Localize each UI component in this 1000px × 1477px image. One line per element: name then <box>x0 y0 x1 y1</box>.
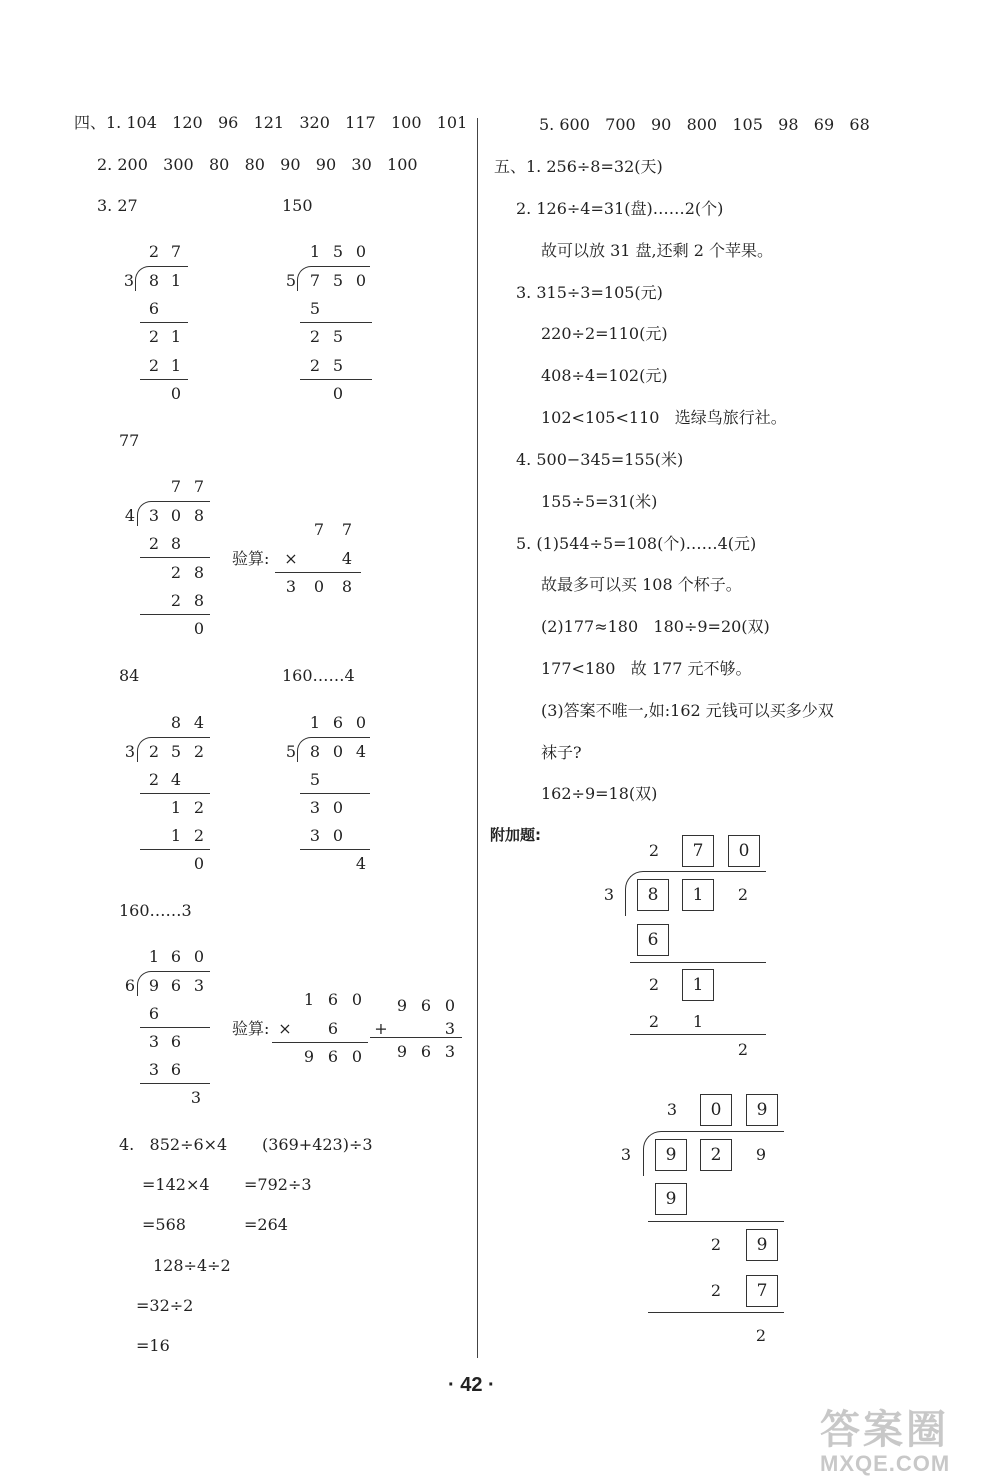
step-digit: 6 <box>148 299 160 318</box>
rule <box>140 322 188 323</box>
remainder: 0 <box>193 619 205 638</box>
watermark-logo <box>820 1398 950 1477</box>
step-digit: 2 <box>648 975 660 994</box>
s5-q5-b: 故最多可以买 108 个杯子。 <box>541 575 742 594</box>
s5-q5-d: 177<180 故 177 元不够。 <box>541 659 752 678</box>
rule <box>370 1037 462 1038</box>
dividend-digit: 8 <box>193 506 205 525</box>
answer-160r3: 160……3 <box>119 901 192 920</box>
step-digit: 5 <box>309 770 321 789</box>
remainder: 2 <box>737 1040 749 1059</box>
rule <box>648 1221 784 1222</box>
answer-box: 9 <box>746 1094 778 1126</box>
step-digit: 1 <box>170 356 182 375</box>
s5-q5-g: 162÷9=18(双) <box>541 784 658 803</box>
step-digit: 2 <box>148 770 160 789</box>
verify-digit: 3 <box>444 1042 456 1061</box>
rule <box>630 962 766 963</box>
verify-digit: 9 <box>396 996 408 1015</box>
times-sign: × <box>284 549 298 568</box>
q4-line2-b: =792÷3 <box>244 1175 312 1194</box>
rule <box>300 849 370 850</box>
s4-q3-label: 3. 27 <box>97 196 138 215</box>
quotient-digit: 0 <box>193 947 205 966</box>
rule <box>300 793 370 794</box>
answer-box: 9 <box>655 1183 687 1215</box>
quotient-digit: 7 <box>193 477 205 496</box>
answer-box: 6 <box>637 924 669 956</box>
verify-digit: 0 <box>444 996 456 1015</box>
step-digit: 5 <box>332 327 344 346</box>
step-digit: 8 <box>193 563 205 582</box>
answer-box: 0 <box>728 835 760 867</box>
q5-answers: 5. 600 700 90 800 105 98 69 68 <box>539 115 870 134</box>
rule <box>140 849 210 850</box>
q4-line1-a: 4. 852÷6×4 <box>119 1135 228 1154</box>
divisor: 3 <box>620 1145 632 1164</box>
rule <box>272 1042 368 1043</box>
times-sign: × <box>278 1019 292 1038</box>
dividend-digit: 7 <box>309 271 321 290</box>
step-digit: 2 <box>710 1235 722 1254</box>
verify-digit: 6 <box>327 1047 339 1066</box>
quotient-digit: 4 <box>193 713 205 732</box>
q4-line2-a: =142×4 <box>142 1175 210 1194</box>
answer-box: 9 <box>746 1229 778 1261</box>
step-digit: 2 <box>309 327 321 346</box>
dividend-digit: 0 <box>332 742 344 761</box>
step-digit: 6 <box>170 1060 182 1079</box>
s5-q5: 5. (1)544÷5=108(个)……4(元) <box>516 534 757 553</box>
dividend-digit: 8 <box>148 271 160 290</box>
divisor: 5 <box>285 271 297 290</box>
q4-line5: =32÷2 <box>136 1296 194 1315</box>
verify-digit: 6 <box>327 1019 339 1038</box>
remainder: 3 <box>190 1088 202 1107</box>
verify-digit: 6 <box>420 1042 432 1061</box>
column-divider <box>477 118 478 1358</box>
answer-box: 1 <box>682 879 714 911</box>
step-digit: 2 <box>193 826 205 845</box>
quotient-digit: 1 <box>309 713 321 732</box>
s5-q5-f: 袜子? <box>541 743 582 762</box>
rule <box>140 1027 210 1028</box>
step-digit: 8 <box>170 534 182 553</box>
quotient-digit: 0 <box>355 713 367 732</box>
step-digit: 3 <box>309 826 321 845</box>
rule <box>630 1034 766 1035</box>
rule <box>140 1083 210 1084</box>
s4-q1: 四、1. 104 120 96 121 320 117 100 101 <box>74 113 468 132</box>
quotient-digit: 8 <box>170 713 182 732</box>
step-digit: 3 <box>309 798 321 817</box>
s5-q2: 2. 126÷4=31(盘)……2(个) <box>516 199 724 218</box>
verify-digit: 6 <box>420 996 432 1015</box>
divisor: 5 <box>285 742 297 761</box>
divisor: 4 <box>124 506 136 525</box>
verify-digit: 0 <box>351 1047 363 1066</box>
step-digit: 5 <box>309 299 321 318</box>
remainder: 0 <box>193 854 205 873</box>
s5-q3-c: 408÷4=102(元) <box>541 366 668 385</box>
q4-line3-b: =264 <box>244 1215 288 1234</box>
dividend-digit: 0 <box>355 271 367 290</box>
step-digit: 1 <box>692 1012 704 1031</box>
divisor: 6 <box>124 976 136 995</box>
dividend-digit: 4 <box>355 742 367 761</box>
answer-box: 1 <box>682 969 714 1001</box>
quotient-digit: 7 <box>170 477 182 496</box>
quotient-digit: 7 <box>170 242 182 261</box>
verify-digit: 0 <box>313 577 325 596</box>
divisor: 3 <box>124 742 136 761</box>
rule <box>140 379 188 380</box>
step-digit: 0 <box>332 798 344 817</box>
step-digit: 6 <box>148 1004 160 1023</box>
answer-84: 84 <box>119 666 140 685</box>
quotient-digit: 6 <box>332 713 344 732</box>
answer-160r4: 160……4 <box>282 666 355 685</box>
step-digit: 6 <box>170 1032 182 1051</box>
answer-box: 8 <box>637 879 669 911</box>
step-digit: 1 <box>170 798 182 817</box>
remainder: 0 <box>332 384 344 403</box>
step-digit: 3 <box>148 1060 160 1079</box>
s5-q4: 4. 500−345=155(米) <box>516 450 684 469</box>
s5-q3-d: 102<105<110 选绿鸟旅行社。 <box>541 408 787 427</box>
quotient-digit: 5 <box>332 242 344 261</box>
answer-box: 7 <box>746 1275 778 1307</box>
dividend-digit: 1 <box>170 271 182 290</box>
quotient-digit: 1 <box>309 242 321 261</box>
dividend-digit: 6 <box>170 976 182 995</box>
verify-digit: 9 <box>396 1042 408 1061</box>
step-digit: 2 <box>710 1281 722 1300</box>
rule <box>300 379 372 380</box>
verify-digit: 3 <box>285 577 297 596</box>
answer-box: 7 <box>682 835 714 867</box>
verify-digit: 4 <box>341 549 353 568</box>
answer-box: 0 <box>700 1094 732 1126</box>
quotient-digit: 1 <box>148 947 160 966</box>
s4-q2: 2. 200 300 80 80 90 90 30 100 <box>97 155 418 174</box>
verify-digit: 6 <box>327 990 339 1009</box>
dividend-digit: 2 <box>148 742 160 761</box>
divisor: 3 <box>123 271 135 290</box>
step-digit: 3 <box>148 1032 160 1051</box>
s5-q2-answer: 故可以放 31 盘,还剩 2 个苹果。 <box>541 241 773 260</box>
remainder: 2 <box>755 1326 767 1345</box>
step-digit: 4 <box>170 770 182 789</box>
verify-digit: 8 <box>341 577 353 596</box>
verify-digit: 0 <box>351 990 363 1009</box>
dividend-digit: 3 <box>148 506 160 525</box>
step-digit: 2 <box>148 327 160 346</box>
rule <box>140 557 210 558</box>
dividend-digit: 5 <box>332 271 344 290</box>
quotient-digit: 6 <box>170 947 182 966</box>
s5-q5-e: (3)答案不唯一,如:162 元钱可以买多少双 <box>541 701 834 720</box>
dividend-digit: 0 <box>170 506 182 525</box>
quotient-digit: 2 <box>148 242 160 261</box>
verify-digit: 1 <box>303 990 315 1009</box>
q4-line3-a: =568 <box>142 1215 186 1234</box>
step-digit: 2 <box>170 563 182 582</box>
answer-box: 9 <box>655 1139 687 1171</box>
q4-line1-b: (369+423)÷3 <box>262 1135 373 1154</box>
q4-line6: =16 <box>136 1336 170 1355</box>
verify-label: 验算: <box>232 549 270 568</box>
watermark-url: MXQE.COM <box>820 1451 951 1476</box>
dividend-digit: 3 <box>193 976 205 995</box>
rule <box>275 572 361 573</box>
step-digit: 2 <box>193 798 205 817</box>
verify-digit: 9 <box>303 1047 315 1066</box>
page-number: · 42 · <box>448 1374 495 1396</box>
dividend-digit: 2 <box>193 742 205 761</box>
dividend-digit: 9 <box>148 976 160 995</box>
divisor: 3 <box>603 885 615 904</box>
rule <box>140 614 210 615</box>
s5-q4-b: 155÷5=31(米) <box>541 492 658 511</box>
verify-digit: 7 <box>313 520 325 539</box>
step-digit: 1 <box>170 327 182 346</box>
q4-line4: 128÷4÷2 <box>153 1256 231 1275</box>
remainder: 0 <box>170 384 182 403</box>
quotient-digit: 3 <box>666 1100 678 1119</box>
s5-q1: 五、1. 256÷8=32(天) <box>494 157 663 176</box>
dividend-digit: 9 <box>755 1145 767 1164</box>
bonus-heading: 附加题: <box>490 826 541 844</box>
watermark-text: 答案圈 <box>820 1408 949 1452</box>
step-digit: 2 <box>148 356 160 375</box>
step-digit: 2 <box>170 591 182 610</box>
rule <box>140 793 210 794</box>
answer-box: 2 <box>700 1139 732 1171</box>
s4-q3-b-label: 150 <box>282 196 313 215</box>
verify-digit: 3 <box>444 1019 456 1038</box>
verify-label: 验算: <box>232 1019 270 1038</box>
rule <box>300 322 372 323</box>
step-digit: 5 <box>332 356 344 375</box>
s5-q3-b: 220÷2=110(元) <box>541 324 668 343</box>
answer-77: 77 <box>119 431 140 450</box>
step-digit: 0 <box>332 826 344 845</box>
step-digit: 2 <box>309 356 321 375</box>
quotient-digit: 0 <box>355 242 367 261</box>
step-digit: 2 <box>648 1012 660 1031</box>
step-digit: 1 <box>170 826 182 845</box>
quotient-digit: 2 <box>648 841 660 860</box>
plus-sign: + <box>374 1019 388 1038</box>
dividend-digit: 8 <box>309 742 321 761</box>
rule <box>648 1312 784 1313</box>
s5-q3: 3. 315÷3=105(元) <box>516 283 663 302</box>
remainder: 4 <box>355 854 367 873</box>
step-digit: 8 <box>193 591 205 610</box>
s5-q5-c: (2)177≈180 180÷9=20(双) <box>541 617 770 636</box>
verify-digit: 7 <box>341 520 353 539</box>
step-digit: 2 <box>148 534 160 553</box>
dividend-digit: 5 <box>170 742 182 761</box>
dividend-digit: 2 <box>737 885 749 904</box>
